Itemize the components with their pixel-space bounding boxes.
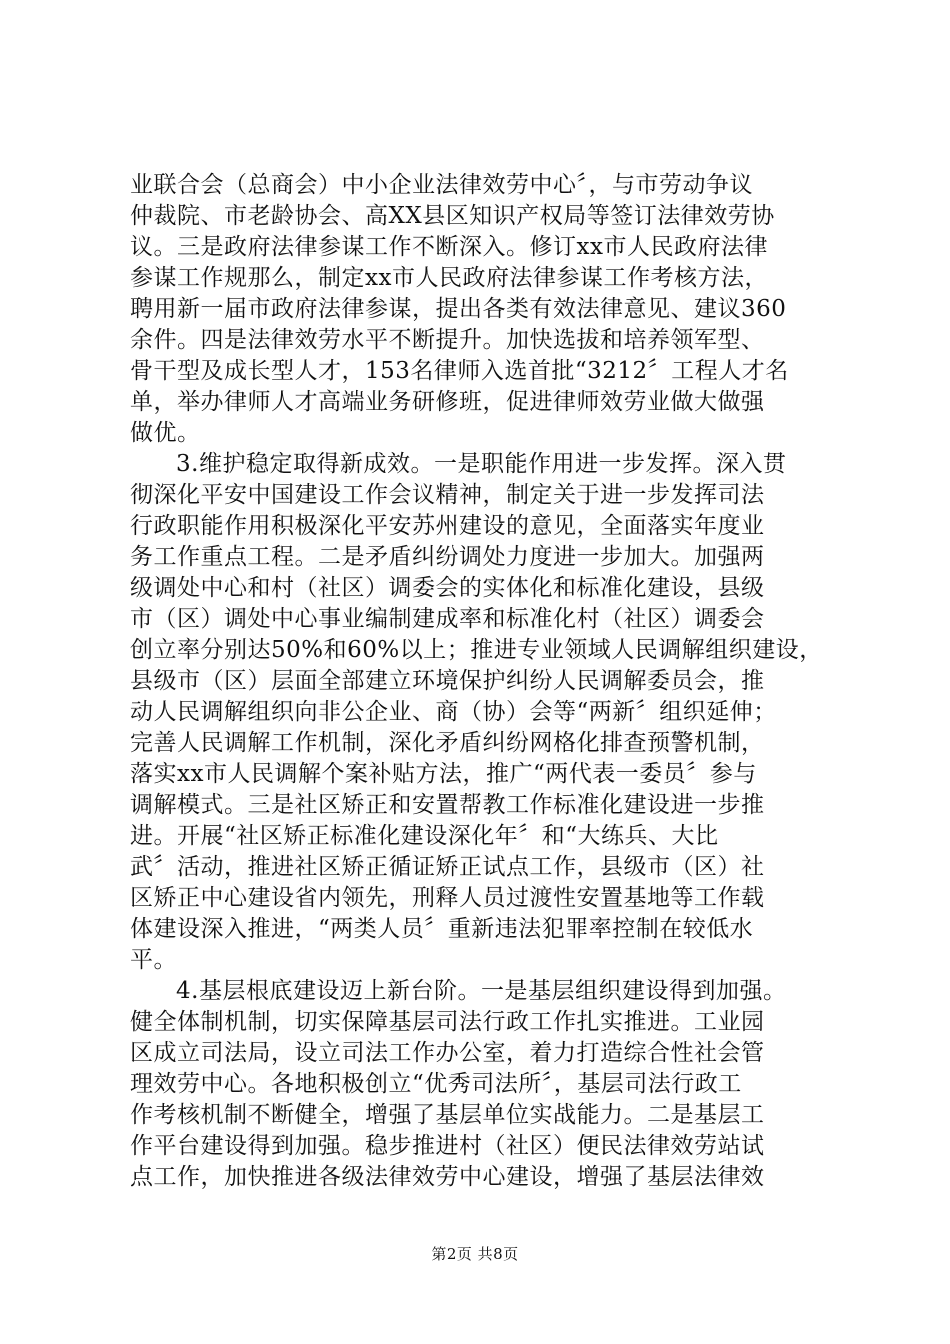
- text-line: 作考核机制不断健全，增强了基层单位实战能力。二是基层工: [130, 1102, 765, 1128]
- paragraph-start-line: 4.基层根底建设迈上新台阶。一是基层组织建设得到加强。: [176, 978, 787, 1004]
- text-line: 创立率分别达50%和60%以上；推进专业领域人民调解组织建设，: [130, 637, 823, 663]
- page-number-footer: 第2页 共8页: [431, 1245, 519, 1263]
- text-line: 健全体制机制，切实保障基层司法行政工作扎实推进。工业园: [130, 1009, 765, 1035]
- text-line: 动人民调解组织向非公企业、商（协）会等“两新〞组织延伸；: [130, 699, 777, 725]
- text-line: 体建设深入推进，“两类人员〞重新违法犯罪率控制在较低水: [130, 916, 754, 942]
- text-line: 业联合会（总商会）中小企业法律效劳中心〞，与市劳动争议: [130, 172, 753, 198]
- text-line: 余件。四是法律效劳水平不断提升。加快选拔和培养领军型、: [130, 327, 765, 353]
- text-line: 进。开展“社区矫正标准化建设深化年〞和“大练兵、大比: [130, 823, 719, 849]
- text-line: 理效劳中心。各地积极创立“优秀司法所〞，基层司法行政工: [130, 1071, 742, 1097]
- paragraph-start-line: 3.维护稳定取得新成效。一是职能作用进一步发挥。深入贯: [176, 451, 787, 477]
- text-line: 彻深化平安中国建设工作会议精神，制定关于进一步发挥司法: [130, 482, 765, 508]
- text-line: 调解模式。三是社区矫正和安置帮教工作标准化建设进一步推: [130, 792, 765, 818]
- text-line: 做优。: [130, 420, 201, 446]
- text-line: 参谋工作规那么，制定xx市人民政府法律参谋工作考核方法，: [130, 265, 768, 291]
- text-line: 落实xx市人民调解个案补贴方法，推广“两代表一委员〞参与: [130, 761, 757, 787]
- text-line: 作平台建设得到加强。稳步推进村（社区）便民法律效劳站试: [130, 1133, 765, 1159]
- text-line: 骨干型及成长型人才，153名律师入选首批“3212〞工程人才名: [130, 358, 789, 384]
- text-line: 仲裁院、市老龄协会、高XX县区知识产权局等签订法律效劳协: [130, 203, 775, 229]
- text-line: 行政职能作用积极深化平安苏州建设的意见，全面落实年度业: [130, 513, 765, 539]
- text-line: 务工作重点工程。二是矛盾纠纷调处力度进一步加大。加强两: [130, 544, 765, 570]
- text-line: 县级市（区）层面全部建立环境保护纠纷人民调解委员会，推: [130, 668, 765, 694]
- text-line: 区成立司法局，设立司法工作办公室，着力打造综合性社会管: [130, 1040, 765, 1066]
- text-line: 聘用新一届市政府法律参谋，提出各类有效法律意见、建议360: [130, 296, 787, 322]
- text-line: 级调处中心和村（社区）调委会的实体化和标准化建设，县级: [130, 575, 765, 601]
- text-line: 单，举办律师人才高端业务研修班，促进律师效劳业做大做强: [130, 389, 765, 415]
- text-line: 武〞活动，推进社区矫正循证矫正试点工作，县级市（区）社: [130, 854, 765, 880]
- text-line: 议。三是政府法律参谋工作不断深入。修订xx市人民政府法律: [130, 234, 768, 260]
- text-line: 区矫正中心建设省内领先，刑释人员过渡性安置基地等工作载: [130, 885, 765, 911]
- text-line: 平。: [130, 947, 177, 973]
- text-line: 点工作，加快推进各级法律效劳中心建设，增强了基层法律效: [130, 1164, 765, 1190]
- text-line: 完善人民调解工作机制，深化矛盾纠纷网格化排查预警机制，: [130, 730, 765, 756]
- text-line: 市（区）调处中心事业编制建成率和标准化村（社区）调委会: [130, 606, 765, 632]
- document-body: [130, 170, 830, 1193]
